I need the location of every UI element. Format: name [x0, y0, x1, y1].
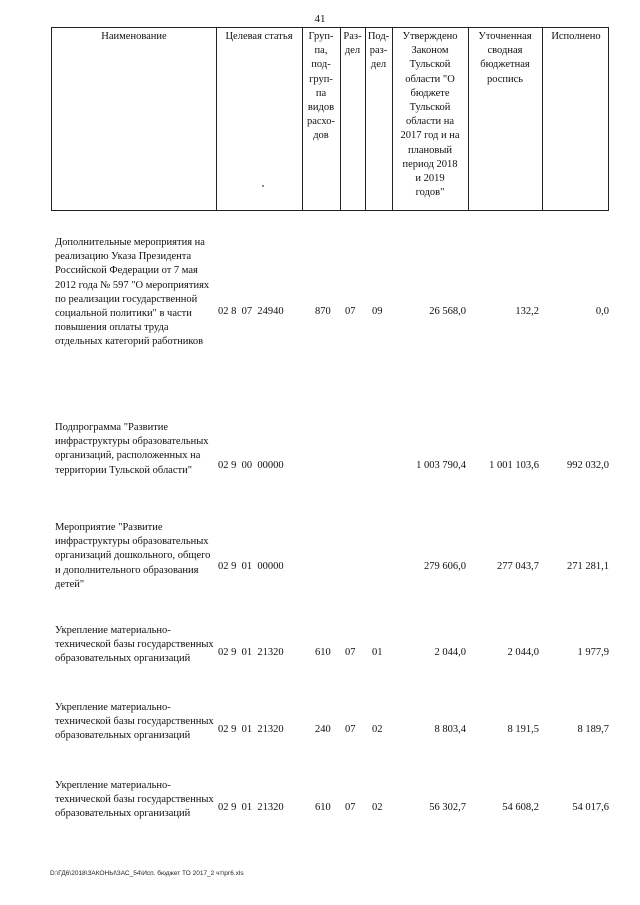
row-executed: 271 281,1 — [567, 561, 609, 572]
row-group: 870 — [315, 306, 331, 317]
row-section: 07 — [345, 306, 356, 317]
row-name: Подпрограмма "Развитие инфраструктуры образовательных организаций, расположенных на территории Тульской области" — [55, 422, 209, 476]
row-name: Укрепление материально-технической базы государственных образовательных организаций — [55, 780, 214, 820]
row-approved: 1 003 790,4 — [416, 460, 466, 471]
row-approved: 279 606,0 — [424, 561, 466, 572]
row-subsection: 02 — [372, 724, 383, 735]
row-refined: 54 608,2 — [502, 802, 539, 813]
row-subsection: 01 — [372, 647, 383, 658]
row-refined: 132,2 — [515, 306, 539, 317]
row-name: Укрепление материально-технической базы государственных образовательных организаций — [55, 625, 214, 665]
row-refined: 2 044,0 — [507, 647, 539, 658]
row-approved: 2 044,0 — [434, 647, 466, 658]
row-executed: 0,0 — [595, 306, 609, 317]
row-code: 02 9 01 21320 — [218, 724, 284, 735]
row-refined: 1 001 103,6 — [489, 460, 539, 471]
row-code: 02 9 00 00000 — [218, 460, 284, 471]
row-executed: 1 977,9 — [577, 647, 609, 658]
column-divider — [216, 28, 217, 210]
column-divider — [542, 28, 543, 210]
header-group: Груп- па, под- груп- па видов расхо- дов — [306, 31, 336, 142]
row-name: Дополнительные мероприятия на реализацию Указа Президента Российской Федерации от 7 мая 2012 года № 597 "О мероприятиях по реализации государственной социальной политики" в части повышения оплаты труда отдельных категорий работников — [55, 237, 210, 348]
row-code: 02 8 07 24940 — [218, 306, 284, 317]
row-approved: 56 302,7 — [429, 802, 466, 813]
row-subsection: 02 — [372, 802, 383, 813]
header-name: Наименование — [101, 31, 167, 42]
row-code: 02 9 01 21320 — [218, 647, 284, 658]
scan-speck — [262, 185, 264, 187]
row-name: Укрепление материально-технической базы государственных образовательных организаций — [55, 702, 214, 742]
row-approved: 26 568,0 — [429, 306, 466, 317]
row-group: 610 — [315, 802, 331, 813]
header-subsection: Под- раз- дел — [367, 31, 390, 71]
table-header — [51, 27, 609, 211]
header-approved: Утверждено Законом Тульской области "О бюджете Тульской области на 2017 год и на плановый период 2018 и 2019 годов" — [400, 31, 460, 199]
row-approved: 8 803,4 — [434, 724, 466, 735]
row-section: 07 — [345, 647, 356, 658]
row-name: Мероприятие "Развитие инфраструктуры образовательных организаций дошкольного, общего и дополнительного образования детей" — [55, 522, 211, 590]
header-refined: Уточненная сводная бюджетная роспись — [478, 31, 532, 85]
header-section: Раз- дел — [343, 31, 362, 57]
header-executed: Исполнено — [551, 31, 601, 42]
row-code: 02 9 01 21320 — [218, 802, 284, 813]
header-target: Целевая статья — [225, 31, 293, 42]
row-executed: 992 032,0 — [567, 460, 609, 471]
page-number: 41 — [314, 13, 326, 25]
row-group: 240 — [315, 724, 331, 735]
row-refined: 8 191,5 — [507, 724, 539, 735]
row-executed: 8 189,7 — [577, 724, 609, 735]
row-group: 610 — [315, 647, 331, 658]
row-section: 07 — [345, 802, 356, 813]
file-path-footer: D:\ГД6\2018\ЗАКОНЫ\ЗАС_54\Исп. бюджет ТО 2017_2 чт\рг6.xls — [50, 870, 244, 877]
row-subsection: 09 — [372, 306, 383, 317]
row-refined: 277 043,7 — [497, 561, 539, 572]
row-code: 02 9 01 00000 — [218, 561, 284, 572]
row-executed: 54 017,6 — [572, 802, 609, 813]
row-section: 07 — [345, 724, 356, 735]
